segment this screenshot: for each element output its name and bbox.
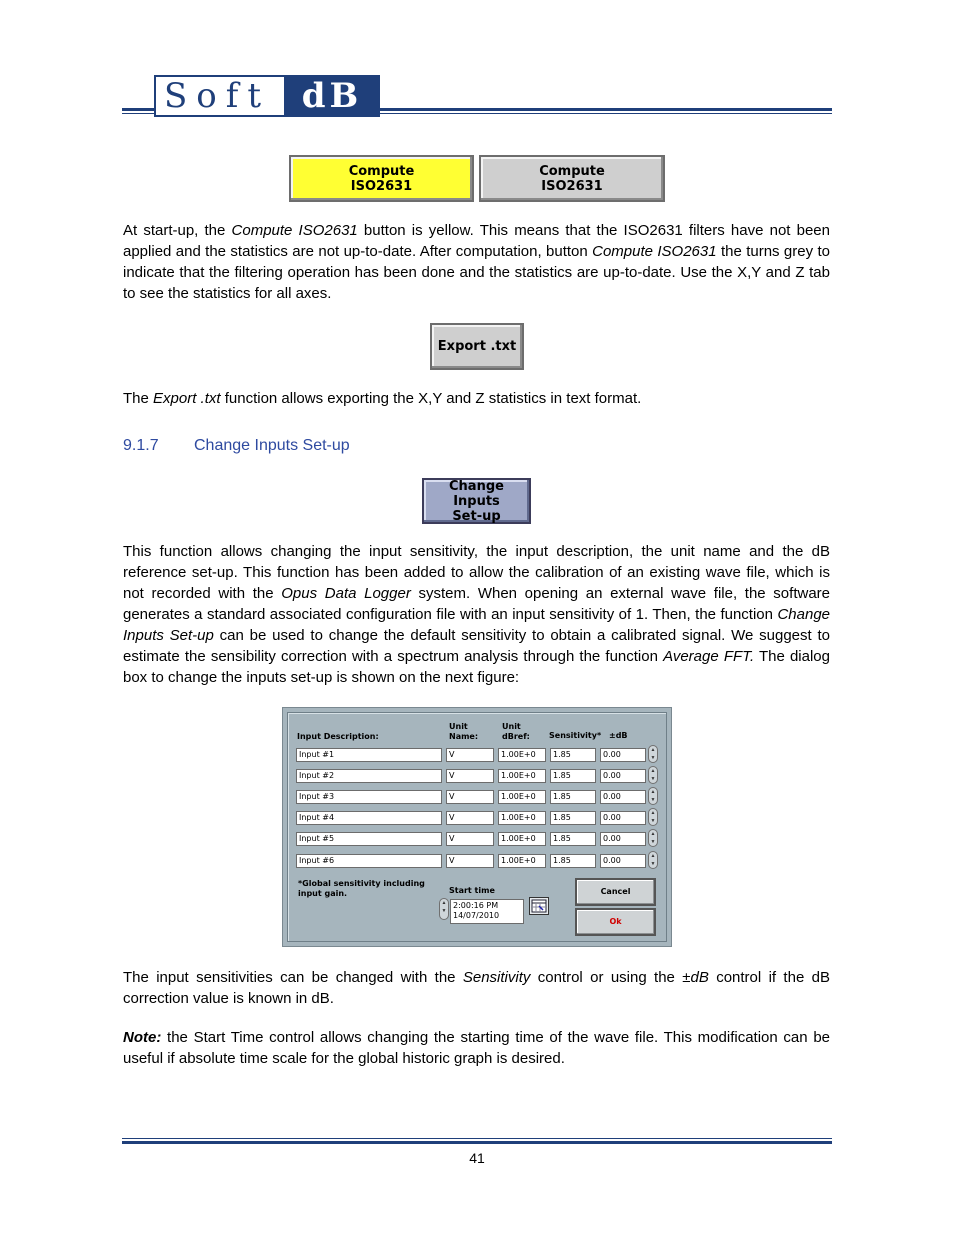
db-field[interactable]: 0.00 xyxy=(600,790,646,804)
sensitivity-field[interactable]: 1.85 xyxy=(550,748,596,762)
paragraph-sensitivity: The input sensitivities can be changed with the Sensitivity control or using the ±dB control if the dB correction value is known in dB. xyxy=(123,969,830,1007)
description-field[interactable]: Input #3 xyxy=(296,790,442,804)
db-field[interactable]: 0.00 xyxy=(600,832,646,846)
sensitivity-note: *Global sensitivity including input gain. xyxy=(298,879,425,898)
ok-button[interactable]: Ok xyxy=(575,908,656,936)
dbref-field[interactable]: 1.00E+0 xyxy=(498,790,546,804)
col-header-unit-name: Unit Name: xyxy=(449,722,479,741)
description-field[interactable]: Input #4 xyxy=(296,811,442,825)
calendar-icon[interactable] xyxy=(529,897,549,915)
dbref-field[interactable]: 1.00E+0 xyxy=(498,769,546,783)
unit-name-field[interactable]: V xyxy=(446,769,494,783)
dbref-field[interactable]: 1.00E+0 xyxy=(498,748,546,762)
footer-rule-thick xyxy=(122,1141,832,1144)
db-field[interactable]: 0.00 xyxy=(600,769,646,783)
compute-iso2631-button-yellow[interactable] xyxy=(289,155,474,202)
col-header-sensitivity: Sensitivity* xyxy=(549,731,602,740)
export-txt-button[interactable]: Export .txt xyxy=(430,323,524,370)
paragraph-export: The Export .txt function allows exporting the X,Y and Z statistics in text format. xyxy=(123,390,642,407)
description-field[interactable]: Input #6 xyxy=(296,854,442,868)
compute-label-line1: Compute xyxy=(348,163,415,179)
col-header-dbref: Unit dBref: xyxy=(502,722,530,741)
description-field[interactable]: Input #5 xyxy=(296,832,442,846)
db-field[interactable]: 0.00 xyxy=(600,854,646,868)
db-spinner[interactable]: ▲ ▼ xyxy=(648,787,658,805)
col-header-db: ±dB xyxy=(609,731,628,740)
db-field[interactable]: 0.00 xyxy=(600,748,646,762)
unit-name-field[interactable]: V xyxy=(446,748,494,762)
paragraph-compute: At start-up, the Compute ISO2631 button is yellow. This means that the ISO2631 filters have not been applied and the statistics are not up-to-date. After computation, button Compute ISO2631 the turns grey to indicate that the filtering operation has been done and the statistics are up-to-date. Use the X,Y and Z tab to see the statistics for all axes. xyxy=(123,222,830,302)
unit-name-field[interactable]: V xyxy=(446,832,494,846)
change-inputs-setup-button[interactable]: Change Inputs Set-up xyxy=(422,478,531,524)
unit-name-field[interactable]: V xyxy=(446,854,494,868)
section-number: 9.1.7 xyxy=(123,437,159,454)
db-spinner[interactable]: ▲ ▼ xyxy=(648,829,658,847)
change-inputs-dialog xyxy=(282,707,672,947)
page-number: 41 xyxy=(469,1150,485,1166)
sensitivity-field[interactable]: 1.85 xyxy=(550,769,596,783)
sensitivity-field[interactable]: 1.85 xyxy=(550,811,596,825)
sensitivity-field[interactable]: 1.85 xyxy=(550,790,596,804)
section-title: Change Inputs Set-up xyxy=(194,437,350,454)
start-time-label: Start time xyxy=(449,886,495,895)
dbref-field[interactable]: 1.00E+0 xyxy=(498,854,546,868)
compute-label-line2: ISO2631 xyxy=(541,178,603,194)
col-header-description: Input Description: xyxy=(297,732,379,741)
footer-rule-thin xyxy=(122,1138,832,1139)
paragraph-note: Note: the Start Time control allows changing the starting time of the wave file. This modification can be useful if absolute time scale for the global historic graph is desired. xyxy=(123,1029,830,1067)
dbref-field[interactable]: 1.00E+0 xyxy=(498,832,546,846)
db-spinner[interactable]: ▲ ▼ xyxy=(648,745,658,763)
description-field[interactable]: Input #2 xyxy=(296,769,442,783)
logo-soft: Soft xyxy=(154,75,286,117)
dbref-field[interactable]: 1.00E+0 xyxy=(498,811,546,825)
description-field[interactable]: Input #1 xyxy=(296,748,442,762)
unit-name-field[interactable]: V xyxy=(446,790,494,804)
sensitivity-field[interactable]: 1.85 xyxy=(550,832,596,846)
start-time-spinner[interactable]: ▲ ▼ xyxy=(439,898,449,920)
sensitivity-field[interactable]: 1.85 xyxy=(550,854,596,868)
unit-name-field[interactable]: V xyxy=(446,811,494,825)
section-heading xyxy=(123,437,350,455)
start-time-field[interactable]: 2:00:16 PM 14/07/2010 xyxy=(450,899,524,924)
db-spinner[interactable]: ▲ ▼ xyxy=(648,851,658,869)
compute-label-line2: ISO2631 xyxy=(350,178,413,194)
compute-iso2631-button-grey[interactable] xyxy=(479,155,665,202)
cancel-button[interactable]: Cancel xyxy=(575,878,656,906)
db-field[interactable]: 0.00 xyxy=(600,811,646,825)
paragraph-change-inputs: This function allows changing the input sensitivity, the input description, the unit name and the dB reference set-up. This function has been added to allow the calibration of an existing wave file, which is not recorded with the Opus Data Logger system. When opening an external wave file, the software generates a standard associated configuration file with an input sensitivity of 1. Then, the function Change Inputs Set-up can be used to change the default sensitivity to obtain a calibrated signal. We suggest to estimate the sensibility correction with a spectrum analysis through the function Average FFT. The dialog box to change the inputs set-up is shown on the next figure: xyxy=(123,543,831,686)
compute-label-line1: Compute xyxy=(539,163,605,179)
db-spinner[interactable]: ▲ ▼ xyxy=(648,808,658,826)
db-spinner[interactable]: ▲ ▼ xyxy=(648,766,658,784)
logo-db: dB xyxy=(284,75,380,117)
